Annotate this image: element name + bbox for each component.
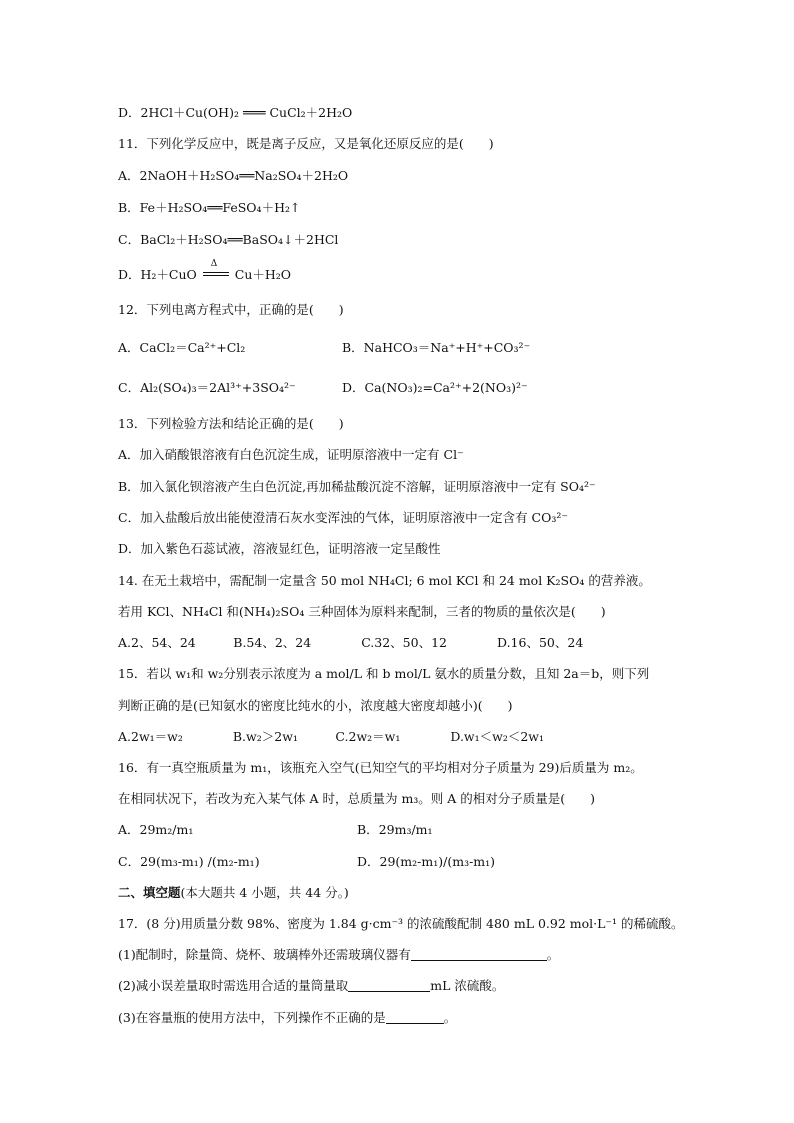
q17-stem: 17．(8 分)用质量分数 98%、密度为 1.84 g·cm⁻³ 的浓硫酸配制 480 mL 0.92 mol·L⁻¹ 的稀硫酸。 <box>118 916 684 931</box>
q11d-left: D．H₂＋CuO <box>118 267 197 282</box>
section-2-heading <box>118 885 349 901</box>
q11-stem: 11．下列化学反应中，既是离子反应，又是氧化还原反应的是( ) <box>118 136 494 151</box>
section-2-title: 二、填空题 <box>118 885 181 900</box>
q17-part-3 <box>118 1010 456 1026</box>
q12-option-a: A．CaCl₂＝Ca²⁺+Cl₂ <box>118 340 246 355</box>
q12-stem: 12．下列电离方程式中，正确的是( ) <box>118 302 344 317</box>
q13-option-d: D．加入紫色石蕊试液，溶液显红色，证明溶液一定呈酸性 <box>118 541 441 556</box>
q17-3-answer-blank[interactable] <box>386 1011 444 1024</box>
q16-option-c: C．29(m₃-m₁) /(m₂-m₁) <box>118 854 260 869</box>
q14-stem-line2: 若用 KCl、NH₄Cl 和(NH₄)₂SO₄ 三种固体为原料来配制，三者的物质的量依次是( ) <box>118 604 606 619</box>
q11d-right: Cu＋H₂O <box>234 267 292 282</box>
q16-stem-line2: 在相同状况下，若改为充入某气体 A 时，总质量为 m₃。则 A 的相对分子质量是( ) <box>118 791 596 806</box>
q17-2-answer-blank[interactable] <box>348 979 430 992</box>
q14-stem-line1: 14. 在无土栽培中，需配制一定量含 50 mol NH₄Cl; 6 mol KCl 和 24 mol K₂SO₄ 的营养液。 <box>118 573 651 588</box>
q15-stem-line1: 15．若以 w₁和 w₂分别表示浓度为 a mol/L 和 b mol/L 氨水的质量分数，且知 2a＝b，则下列 <box>118 666 650 681</box>
q16-option-a: A．29m₂/m₁ <box>118 822 194 837</box>
q17-3-end: 。 <box>443 1010 457 1025</box>
q16-option-b: B．29m₃/m₁ <box>357 822 433 837</box>
q11-option-d <box>118 259 292 283</box>
q17-2-text: (2)减小误差量取时需选用合适的量筒量取 <box>118 978 349 993</box>
q17-1-answer-blank[interactable] <box>411 948 547 961</box>
q13-option-a: A．加入硝酸银溶液有白色沉淀生成，证明原溶液中一定有 Cl⁻ <box>118 447 464 462</box>
q13-option-b: B．加入氯化钡溶液产生白色沉淀,再加稀盐酸沉淀不溶解，证明原溶液中一定有 SO₄²⁻ <box>118 479 596 494</box>
q17-3-text: (3)在容量瓶的使用方法中，下列操作不正确的是 <box>118 1010 386 1025</box>
q16-stem-line1: 16．有一真空瓶质量为 m₁，该瓶充入空气(已知空气的平均相对分子质量为 29)后质量为 m₂。 <box>118 760 643 775</box>
q12-option-b: B．NaHCO₃＝Na⁺+H⁺+CO₃²⁻ <box>342 340 531 355</box>
q17-part-1 <box>118 947 559 963</box>
q14-options: A.2、54、24 B.54、2、24 C.32、50、12 D.16、50、24 <box>118 635 584 650</box>
q11-option-c: C．BaCl₂＋H₂SO₄══BaSO₄↓＋2HCl <box>118 232 339 247</box>
q13-option-c: C．加入盐酸后放出能使澄清石灰水变浑浊的气体，证明原溶液中一定含有 CO₃²⁻ <box>118 510 568 525</box>
q12-option-c: C．Al₂(SO₄)₃＝2Al³⁺+3SO₄²⁻ <box>118 380 296 395</box>
q16-option-d: D．29(m₂-m₁)/(m₃-m₁) <box>357 854 496 869</box>
q13-stem: 13．下列检验方法和结论正确的是( ) <box>118 416 344 431</box>
q17-1-end: 。 <box>546 947 560 962</box>
q15-stem-line2: 判断正确的是(已知氨水的密度比纯水的小，浓度越大密度却越小)( ) <box>118 698 513 713</box>
q11-option-a: A．2NaOH＋H₂SO₄══Na₂SO₄＋2H₂O <box>118 168 349 183</box>
section-2-note: (本大题共 4 小题，共 44 分。) <box>180 885 349 900</box>
q17-part-2 <box>118 978 504 994</box>
q12-option-d: D．Ca(NO₃)₂=Ca²⁺+2(NO₃)²⁻ <box>342 380 528 395</box>
q11d-arrow <box>201 259 231 283</box>
q17-1-text: (1)配制时，除量筒、烧杯、玻璃棒外还需玻璃仪器有 <box>118 947 411 962</box>
q10-option-d: D．2HCl＋Cu(OH)₂ ═══ CuCl₂＋2H₂O <box>118 105 353 120</box>
q11d-delta: Δ <box>210 259 218 269</box>
q17-2-end: mL 浓硫酸。 <box>430 978 505 993</box>
q11-option-b: B．Fe＋H₂SO₄══FeSO₄＋H₂↑ <box>118 200 301 215</box>
q15-options: A.2w₁＝w₂ B.w₂＞2w₁ C.2w₂＝w₁ D.w₁＜w₂＜2w₁ <box>118 729 545 744</box>
